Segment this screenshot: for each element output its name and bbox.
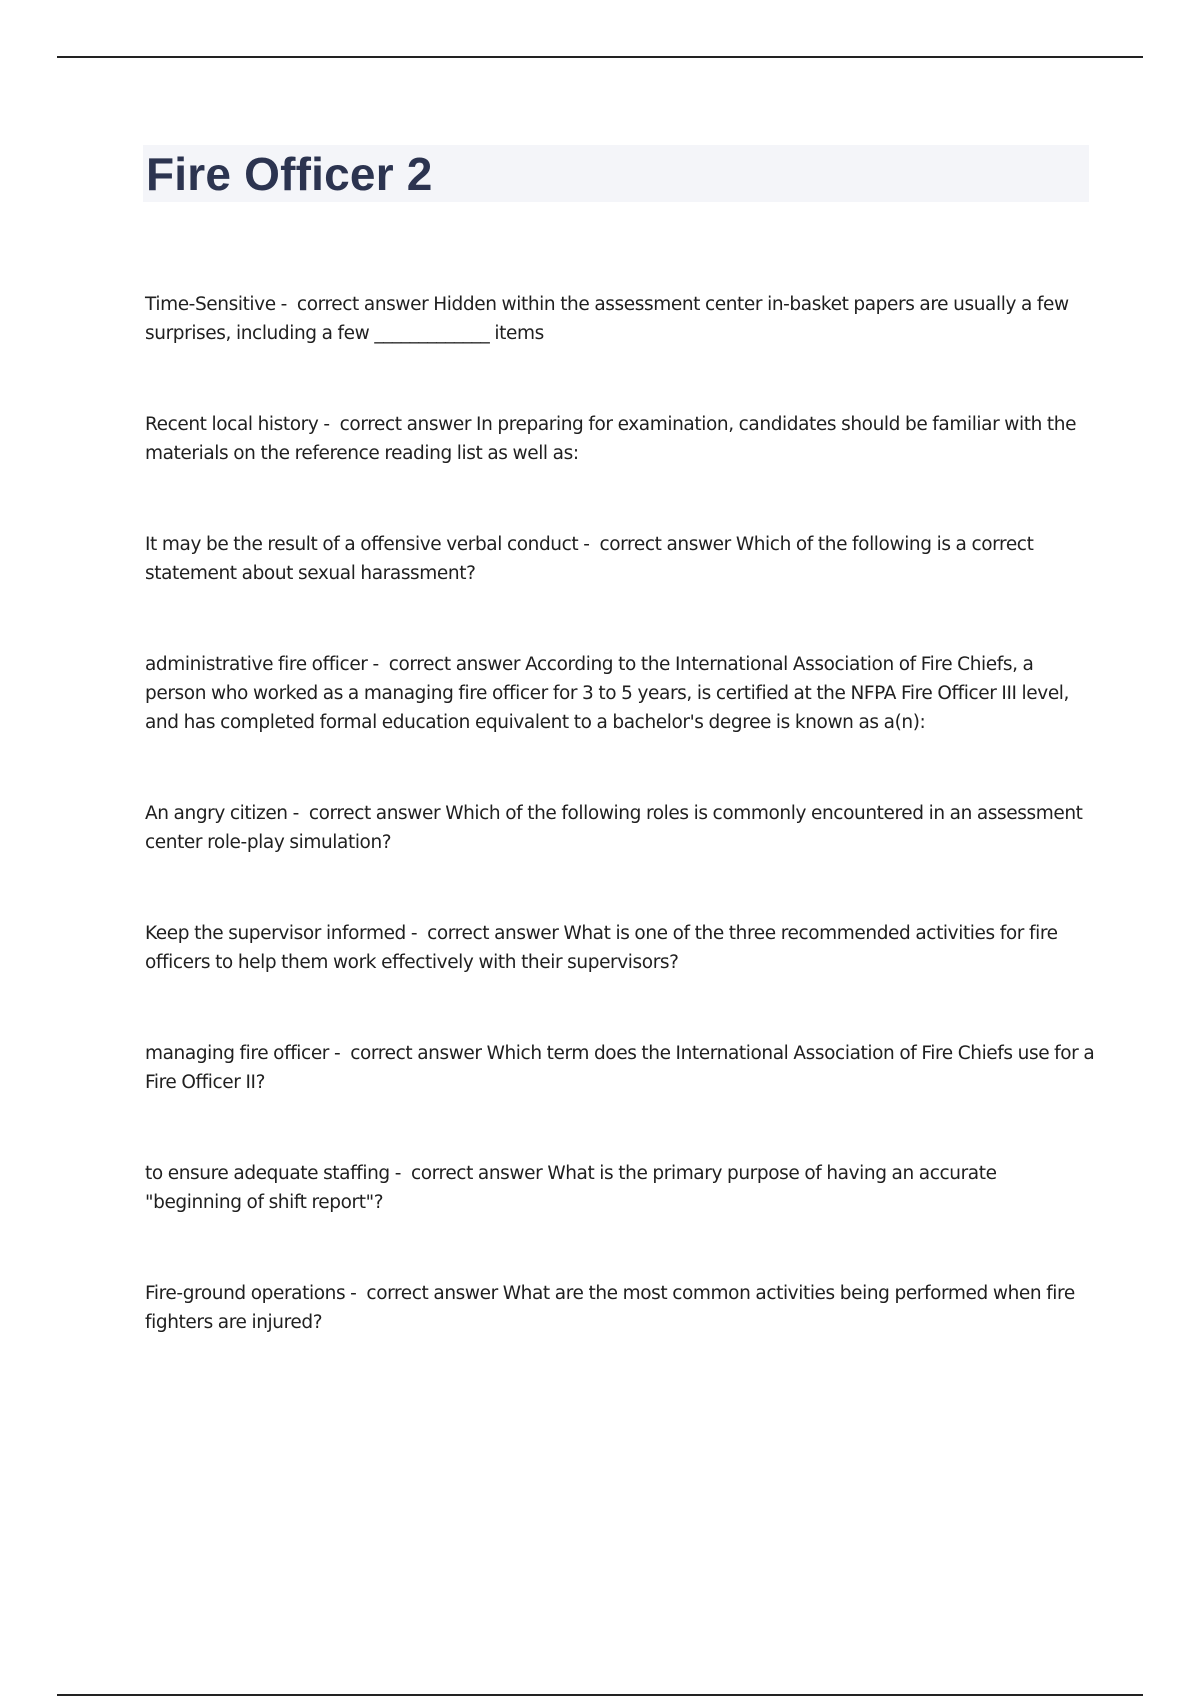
qa-question: According to the International Association of Fire Chiefs, a person who worked as a managing fire officer for 3 to 5 years, is certified at the NFPA Fire Officer III level, and has completed formal education equivalent to a bachelor's degree is known as a(n):: [145, 654, 1070, 733]
qa-separator: - correct answer: [389, 1163, 548, 1184]
qa-separator: - correct answer: [329, 1043, 487, 1064]
qa-question: What are the most common activities being performed when fire fighters are injured?: [145, 1283, 1075, 1333]
qa-answer: An angry citizen: [145, 803, 288, 824]
page-title: Fire Officer 2: [146, 148, 433, 200]
qa-question: In preparing for examination, candidates should be familiar with the materials on the reference reading list as well as:: [145, 414, 1077, 464]
qa-list: [145, 290, 1095, 1399]
qa-question: What is the primary purpose of having an accurate "beginning of shift report"?: [145, 1163, 997, 1213]
qa-item: [145, 410, 1095, 468]
qa-answer: to ensure adequate staffing: [145, 1163, 390, 1184]
qa-separator: - correct answer: [318, 414, 477, 435]
qa-item: [145, 530, 1095, 588]
qa-separator: - correct answer: [345, 1283, 503, 1304]
qa-answer: Keep the supervisor informed: [145, 923, 406, 944]
qa-item: [145, 799, 1095, 857]
qa-item: [145, 919, 1095, 977]
qa-answer: It may be the result of a offensive verbal conduct: [145, 534, 579, 555]
qa-item: [145, 1159, 1095, 1217]
qa-answer: Time-Sensitive: [145, 294, 276, 315]
top-rule: [57, 56, 1143, 58]
qa-item: [145, 1279, 1095, 1337]
qa-answer: managing fire officer: [145, 1043, 330, 1064]
qa-answer: Fire-ground operations: [145, 1283, 346, 1304]
qa-question: Hidden within the assessment center in-basket papers are usually a few surprises, including a few _____________ items: [145, 294, 1069, 344]
qa-answer: administrative fire officer: [145, 654, 368, 675]
qa-item: [145, 290, 1095, 348]
qa-question: Which of the following roles is commonly encountered in an assessment center role-play simulation?: [145, 803, 1083, 853]
qa-separator: - correct answer: [578, 534, 736, 555]
bottom-rule: [57, 1694, 1143, 1696]
qa-separator: - correct answer: [287, 803, 446, 824]
qa-separator: - correct answer: [367, 654, 526, 675]
qa-item: [145, 1039, 1095, 1097]
qa-separator: - correct answer: [405, 923, 564, 944]
qa-question: Which term does the International Association of Fire Chiefs use for a Fire Officer II?: [145, 1043, 1095, 1093]
qa-answer: Recent local history: [145, 414, 319, 435]
qa-question: What is one of the three recommended activities for fire officers to help them work effectively with their supervisors?: [145, 923, 1058, 973]
qa-question: Which of the following is a correct statement about sexual harassment?: [145, 534, 1034, 584]
qa-item: [145, 650, 1095, 737]
qa-separator: - correct answer: [275, 294, 434, 315]
